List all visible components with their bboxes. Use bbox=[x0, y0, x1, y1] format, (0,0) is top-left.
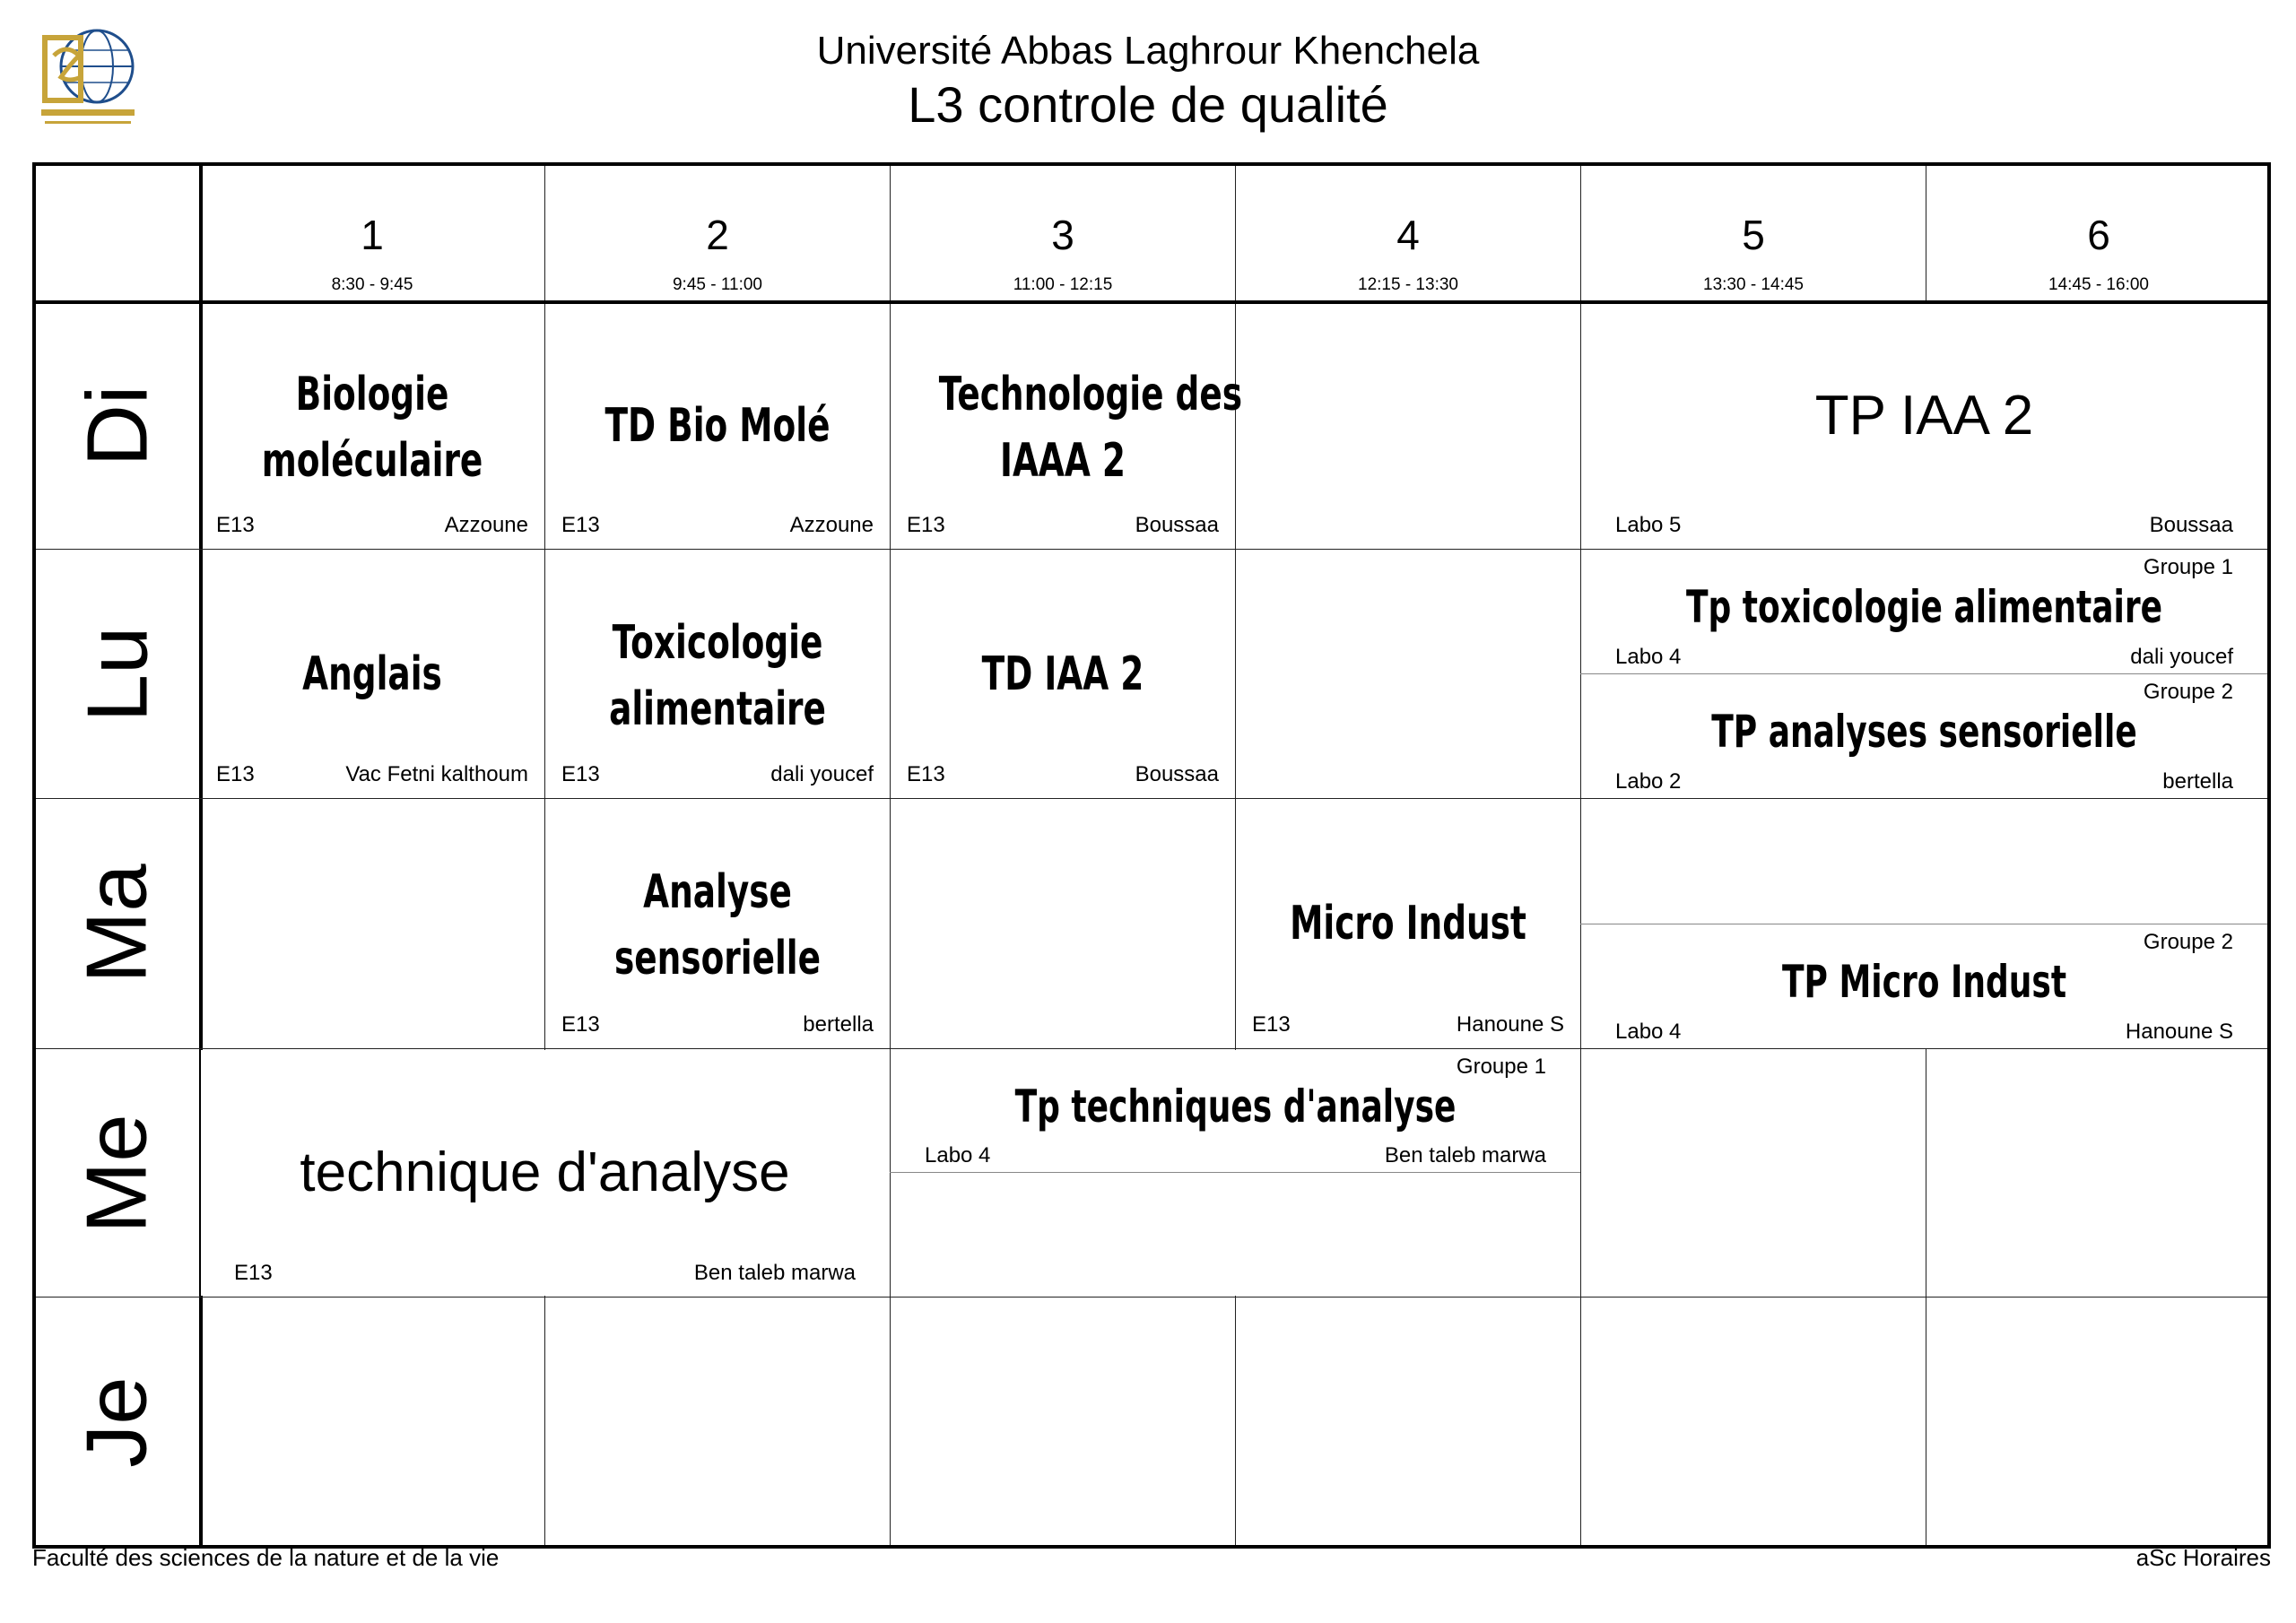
period-number: 6 bbox=[2087, 212, 2110, 258]
lesson-card[interactable] bbox=[200, 550, 544, 798]
lesson-teacher: Hanoune S bbox=[1456, 1012, 1564, 1037]
period-time: 13:30 - 14:45 bbox=[1703, 275, 1804, 294]
lesson-room: Labo 4 bbox=[925, 1143, 991, 1167]
lesson-subject: TP IAA 2 bbox=[1814, 385, 2034, 447]
lesson-subject: technique d'analyse bbox=[300, 1141, 790, 1203]
grid-line bbox=[36, 798, 2267, 799]
lesson-subject: Biologie bbox=[295, 368, 449, 421]
lesson-card[interactable] bbox=[545, 301, 890, 549]
lesson-card[interactable] bbox=[200, 1049, 890, 1297]
lesson-teacher: Azzoune bbox=[444, 513, 528, 537]
timetable-title: L3 controle de qualité bbox=[908, 76, 1388, 133]
lesson-subject: Tp toxicologie alimentaire bbox=[1685, 581, 2163, 633]
day-label-text: Ma bbox=[68, 863, 165, 984]
lesson-card[interactable] bbox=[891, 550, 1235, 798]
period-time: 14:45 - 16:00 bbox=[2048, 275, 2149, 294]
lesson-teacher: Boussaa bbox=[1135, 762, 1219, 786]
lesson-subject: Technologie des bbox=[938, 368, 1243, 421]
lesson-card[interactable] bbox=[891, 1049, 1580, 1172]
grid-line bbox=[890, 1172, 1580, 1173]
period-time: 9:45 - 11:00 bbox=[672, 275, 762, 294]
grid-line bbox=[36, 1297, 2267, 1298]
lesson-subject: moléculaire bbox=[261, 434, 483, 488]
lesson-subject: TD Bio Molé bbox=[604, 399, 831, 453]
lesson-subject: IAAA 2 bbox=[1000, 434, 1126, 488]
lesson-room: E13 bbox=[561, 513, 600, 537]
lesson-room: E13 bbox=[907, 762, 945, 786]
lesson-subject: TP Micro Indust bbox=[1781, 956, 2067, 1008]
lesson-teacher: Boussaa bbox=[2149, 513, 2233, 537]
lesson-teacher: dali youcef bbox=[770, 762, 874, 786]
lesson-subject: Micro Indust bbox=[1290, 897, 1526, 950]
footer-faculty: Faculté des sciences de la nature et de la vie bbox=[32, 1544, 500, 1571]
lesson-teacher: Ben taleb marwa bbox=[1384, 1143, 1546, 1167]
lesson-group: Groupe 1 bbox=[1456, 1055, 1546, 1079]
lesson-card[interactable] bbox=[200, 301, 544, 549]
lesson-card[interactable] bbox=[545, 550, 890, 798]
lesson-teacher: Hanoune S bbox=[2125, 1020, 2233, 1044]
lesson-card[interactable] bbox=[545, 799, 890, 1048]
university-name: Université Abbas Laghrour Khenchela bbox=[816, 29, 1480, 73]
lesson-room: E13 bbox=[216, 762, 255, 786]
lesson-card[interactable] bbox=[891, 301, 1243, 549]
lesson-teacher: Vac Fetni kalthoum bbox=[345, 762, 528, 786]
lesson-room: E13 bbox=[1252, 1012, 1291, 1037]
lesson-subject: alimentaire bbox=[609, 682, 826, 736]
lesson-teacher: Ben taleb marwa bbox=[693, 1261, 856, 1285]
lesson-teacher: Boussaa bbox=[1135, 513, 1219, 537]
lesson-room: Labo 4 bbox=[1615, 1020, 1682, 1044]
day-label bbox=[36, 550, 199, 798]
day-label-text: Di bbox=[69, 385, 165, 466]
lesson-room: Labo 2 bbox=[1615, 769, 1682, 794]
period-time: 8:30 - 9:45 bbox=[331, 275, 413, 294]
day-label bbox=[36, 1049, 199, 1298]
timetable-grid bbox=[32, 162, 2271, 1549]
lesson-teacher: dali youcef bbox=[2130, 645, 2233, 669]
period-number: 1 bbox=[361, 212, 384, 258]
lesson-subject: Anglais bbox=[302, 647, 442, 701]
lesson-card[interactable] bbox=[1581, 924, 2267, 1048]
period-time: 12:15 - 13:30 bbox=[1358, 275, 1458, 294]
day-label bbox=[36, 301, 199, 550]
lesson-group: Groupe 1 bbox=[2143, 555, 2233, 579]
period-number: 5 bbox=[1742, 212, 1765, 258]
period-number: 4 bbox=[1396, 212, 1420, 258]
lesson-teacher: bertella bbox=[2162, 769, 2233, 794]
day-label-text: Je bbox=[68, 1376, 165, 1468]
lesson-card[interactable] bbox=[1581, 674, 2267, 798]
lesson-subject: Tp techniques d'analyse bbox=[1014, 1081, 1457, 1133]
lesson-card[interactable] bbox=[1581, 301, 2267, 549]
lesson-room: E13 bbox=[216, 513, 255, 537]
lesson-subject: sensorielle bbox=[613, 932, 822, 985]
period-time: 11:00 - 12:15 bbox=[1013, 275, 1113, 294]
day-label-text: Me bbox=[68, 1113, 165, 1234]
lesson-teacher: Azzoune bbox=[789, 513, 874, 537]
lesson-room: E13 bbox=[907, 513, 945, 537]
lesson-group: Groupe 2 bbox=[2143, 930, 2233, 954]
lesson-subject: TD IAA 2 bbox=[981, 647, 1144, 701]
lesson-group: Groupe 2 bbox=[2143, 680, 2233, 704]
day-label-text: Lu bbox=[69, 626, 165, 722]
period-number: 2 bbox=[706, 212, 729, 258]
day-label bbox=[36, 799, 199, 1047]
lesson-room: E13 bbox=[234, 1261, 273, 1285]
lesson-card[interactable] bbox=[1236, 799, 1580, 1048]
lesson-subject: TP analyses sensorielle bbox=[1711, 706, 2137, 758]
lesson-card[interactable] bbox=[1581, 550, 2267, 673]
lesson-room: E13 bbox=[561, 762, 600, 786]
lesson-subject: Toxicologie bbox=[612, 616, 823, 670]
footer-generator: aSc Horaires bbox=[2135, 1544, 2271, 1571]
day-label bbox=[36, 1298, 199, 1546]
period-number: 3 bbox=[1051, 212, 1074, 258]
lesson-teacher: bertella bbox=[803, 1012, 874, 1037]
lesson-subject: Analyse bbox=[643, 865, 792, 919]
lesson-room: E13 bbox=[561, 1012, 600, 1037]
lesson-room: Labo 4 bbox=[1615, 645, 1682, 669]
lesson-room: Labo 5 bbox=[1615, 513, 1682, 537]
